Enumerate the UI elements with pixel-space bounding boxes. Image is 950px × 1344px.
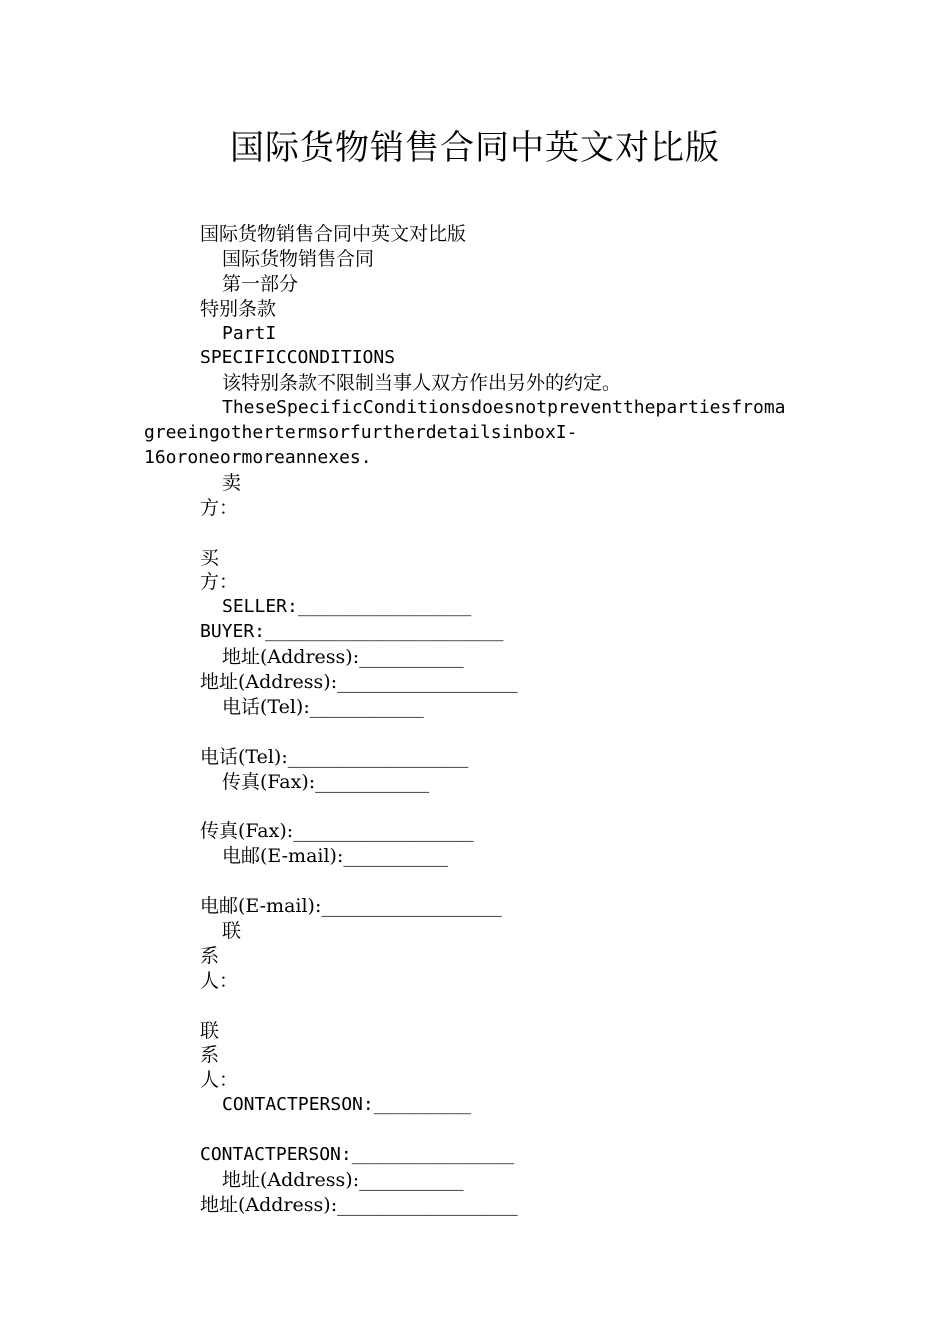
text-line: 买: [200, 546, 220, 569]
text-line: CONTACTPERSON:_______________: [200, 1143, 515, 1165]
blank-line: [0, 869, 950, 894]
text-line: 国际货物销售合同: [222, 247, 375, 270]
text-line: SELLER:________________: [222, 596, 472, 618]
text-line: 电话(Tel):___________________: [200, 745, 469, 768]
text-line: 联: [222, 919, 242, 942]
text-line: 地址(Address):___________: [222, 1168, 464, 1191]
text-line: 电话(Tel):____________: [222, 695, 424, 718]
text-line: 该特别条款不限制当事人双方作出另外的约定。: [222, 372, 622, 395]
text-line: 人：: [200, 969, 239, 992]
text-line: 电邮(E-mail):___________: [222, 845, 448, 868]
text-line: BUYER:______________________: [200, 621, 504, 643]
text-line: 联: [200, 1019, 220, 1042]
text-line: 电邮(E-mail):___________________: [200, 895, 502, 918]
blank-line: [0, 794, 950, 819]
blank-line: [0, 521, 950, 546]
text-line: SPECIFICCONDITIONS: [200, 347, 396, 369]
text-line: 第一部分: [222, 272, 299, 295]
text-line: 系: [200, 1044, 220, 1067]
text-line: 国际货物销售合同中英文对比版: [200, 223, 467, 245]
text-line: 传真(Fax):___________________: [200, 820, 474, 843]
text-line: 地址(Address):___________________: [200, 671, 518, 694]
document-body: [0, 222, 950, 1218]
text-line: TheseSpecificConditionsdoesnotpreventthepartiesfroma: [222, 397, 786, 419]
blank-line: [0, 1118, 950, 1143]
text-line: 地址(Address):___________________: [200, 1193, 518, 1216]
text-line: 方：: [200, 496, 239, 519]
text-line: CONTACTPERSON:_________: [222, 1094, 472, 1116]
text-line: 特别条款: [200, 297, 277, 320]
document-title: 国际货物销售合同中英文对比版: [230, 128, 720, 168]
text-line: 系: [200, 944, 220, 967]
text-line: greeingothertermsorfurtherdetailsinboxI-: [144, 422, 578, 444]
text-line: PartI: [222, 322, 277, 344]
text-line: 传真(Fax):____________: [222, 770, 430, 793]
text-line: 方：: [200, 571, 239, 594]
blank-line: [0, 994, 950, 1019]
text-line: 卖: [222, 471, 242, 494]
text-line: 16oroneormoreannexes.: [144, 447, 372, 469]
text-line: 人：: [200, 1069, 239, 1092]
blank-line: [0, 720, 950, 745]
text-line: 地址(Address):___________: [222, 646, 464, 669]
